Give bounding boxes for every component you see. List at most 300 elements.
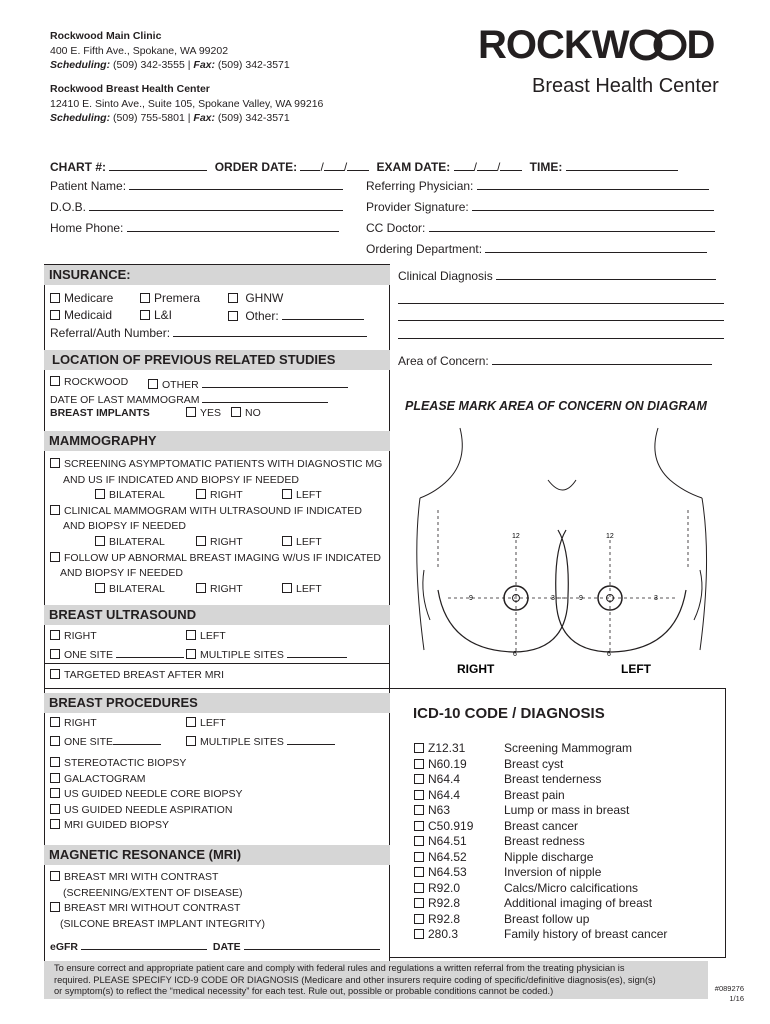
clinic-main-sched-label: Scheduling:	[50, 59, 111, 71]
clinic-main-sched: (509) 342-3555	[113, 59, 185, 71]
bilateral-option[interactable]	[95, 535, 165, 551]
diagnosis-line[interactable]	[398, 338, 724, 339]
clock-number: 12	[606, 533, 614, 540]
proc-left-option[interactable]	[186, 717, 226, 729]
proc-multiple-option[interactable]	[186, 733, 335, 748]
checkbox[interactable]	[50, 788, 60, 798]
checkbox[interactable]	[414, 790, 424, 800]
mammo-sides-1	[50, 488, 382, 504]
icd-code: N64.52	[428, 849, 467, 864]
proc-right-label: RIGHT	[64, 717, 97, 729]
us-left-label: LEFT	[200, 630, 226, 642]
checkbox[interactable]	[50, 871, 60, 881]
clock-number: 9	[579, 595, 583, 602]
checkbox[interactable]	[414, 821, 424, 831]
chart-field[interactable]	[109, 159, 207, 171]
us-right-label: RIGHT	[64, 630, 97, 642]
checkbox[interactable]	[414, 867, 424, 877]
clock-number: 9	[469, 595, 473, 602]
us-targeted-label: TARGETED BREAST AFTER MRI	[64, 669, 225, 681]
clinical-diagnosis-field[interactable]	[496, 268, 716, 280]
rockwood-option[interactable]	[50, 376, 128, 388]
ordering-dept-row	[366, 241, 707, 256]
icd-row[interactable]	[414, 803, 714, 819]
footer-line: To ensure correct and appropriate patient care and comply with federal rules and regulations a written referral from the treating physician is	[54, 963, 625, 973]
previous-other-label: OTHER	[162, 379, 199, 391]
bilateral-option[interactable]	[95, 582, 165, 598]
patient-name-label: Patient Name:	[50, 179, 127, 193]
icd-code: N64.51	[428, 834, 467, 848]
icd-description: Breast cancer	[504, 818, 579, 833]
body-outline-left	[417, 498, 424, 650]
us-left-option[interactable]	[186, 630, 226, 642]
order-date-mm[interactable]	[300, 159, 320, 171]
us-multiple-option[interactable]	[186, 646, 347, 661]
left-arm-line	[694, 570, 702, 620]
checkbox[interactable]	[95, 489, 105, 499]
order-date-dd[interactable]	[324, 159, 344, 171]
procedure-label: MRI GUIDED BIOPSY	[64, 819, 170, 832]
right-option[interactable]	[196, 488, 243, 504]
left-option[interactable]	[282, 535, 322, 551]
checkbox[interactable]	[414, 929, 424, 939]
clinic-breast-fax: (509) 342-3571	[217, 112, 290, 124]
us-one-site-field[interactable]	[116, 646, 184, 658]
previous-row-1	[50, 376, 199, 391]
icd-description: Breast pain	[504, 787, 565, 802]
area-label: Area of Concern:	[398, 354, 489, 368]
icd-row[interactable]	[414, 757, 714, 773]
checkbox[interactable]	[414, 836, 424, 846]
insurance-header: INSURANCE:	[44, 265, 390, 285]
referring-field[interactable]	[477, 178, 709, 190]
checkbox[interactable]	[50, 630, 60, 640]
previous-other-option[interactable]	[148, 376, 348, 391]
implants-row	[50, 407, 261, 419]
clock-number: 3	[551, 595, 555, 602]
yes-label: YES	[200, 407, 222, 419]
procedure-label: US GUIDED NEEDLE CORE BIOPSY	[64, 788, 243, 801]
mammo-option-2[interactable]	[50, 504, 382, 520]
implants-no-option[interactable]	[231, 407, 261, 419]
bilateral-label: BILATERAL	[109, 582, 165, 595]
checkbox[interactable]	[414, 759, 424, 769]
icd-description: Lump or mass in breast	[504, 803, 630, 817]
mri-option-1-label: BREAST MRI WITH CONTRAST	[64, 871, 219, 883]
checkbox[interactable]	[50, 736, 60, 746]
right-shoulder-line	[655, 428, 702, 498]
left-label: LEFT	[296, 489, 322, 502]
divider	[44, 688, 390, 689]
previous-other-field[interactable]	[202, 376, 348, 388]
right-label: RIGHT	[210, 535, 243, 548]
bilateral-label: BILATERAL	[109, 489, 165, 502]
left-breast-outline	[556, 530, 686, 652]
mri-options	[50, 870, 265, 932]
diagnosis-line[interactable]	[398, 303, 724, 304]
form-number: #089276	[714, 984, 744, 993]
icd-description: Calcs/Micro calcifications	[504, 880, 639, 895]
patient-name-row	[50, 178, 343, 193]
checkbox[interactable]	[50, 804, 60, 814]
diagnosis-line[interactable]	[398, 320, 724, 321]
left-option[interactable]	[282, 582, 322, 598]
ghnw-option[interactable]	[228, 291, 283, 305]
cc-doctor-label: CC Doctor:	[366, 221, 426, 235]
icd-description: Breast tenderness	[504, 772, 602, 786]
mri-option-1[interactable]	[50, 870, 265, 886]
checkbox[interactable]	[50, 310, 60, 320]
proc-multiple-label: MULTIPLE SITES	[200, 736, 284, 748]
icd-row[interactable]	[414, 896, 714, 912]
right-label: RIGHT	[210, 582, 243, 595]
sternum-line	[548, 480, 576, 490]
premera-label: Premera	[154, 291, 201, 305]
icd-header: ICD-10 CODE / DIAGNOSIS	[413, 705, 605, 722]
exam-date-label: EXAM DATE:	[376, 160, 451, 174]
icd-row[interactable]	[414, 865, 714, 881]
breast-diagram[interactable]	[408, 420, 718, 682]
checkbox[interactable]	[95, 536, 105, 546]
checkbox[interactable]	[50, 717, 60, 727]
implants-label: BREAST IMPLANTS	[50, 407, 150, 419]
implants-yes-option[interactable]	[186, 407, 221, 419]
exam-date-dd[interactable]	[477, 159, 497, 171]
exam-date-mm[interactable]	[454, 159, 474, 171]
procedure-item[interactable]	[50, 787, 243, 803]
icd-description: Additional imaging of breast	[504, 896, 653, 910]
clinic-main-fax-label: Fax:	[193, 59, 215, 71]
egfr-label: eGFR	[50, 941, 79, 953]
icd-description: Breast cyst	[504, 756, 564, 771]
icd-code: R92.0	[428, 880, 461, 895]
mammo-option-2-cont: AND BIOPSY IF NEEDED	[63, 520, 186, 533]
us-right-option[interactable]	[50, 630, 97, 642]
mri-date-field[interactable]	[244, 938, 380, 950]
procedure-item[interactable]	[50, 818, 243, 834]
clock-number: 6	[607, 651, 611, 658]
proc-one-site-field[interactable]	[113, 733, 161, 745]
bilateral-option[interactable]	[95, 488, 165, 504]
exam-date-yy[interactable]	[500, 159, 522, 171]
checkbox[interactable]	[414, 898, 424, 908]
procedure-label: STEREOTACTIC BIOPSY	[64, 757, 187, 769]
clinic-breast-sched: (509) 755-5801	[113, 112, 185, 124]
checkbox[interactable]	[186, 407, 196, 417]
order-date-label: ORDER DATE:	[214, 160, 298, 174]
ordering-dept-field[interactable]	[485, 241, 707, 253]
icd-description: Nipple discharge	[504, 849, 594, 864]
icd-code: R92.8	[428, 896, 461, 910]
checkbox[interactable]	[231, 407, 241, 417]
us-multiple-field[interactable]	[287, 646, 347, 658]
logo-text-left: ROCKW	[478, 23, 629, 67]
checkbox[interactable]	[186, 630, 196, 640]
checkbox[interactable]	[282, 489, 292, 499]
clinical-diagnosis-row	[398, 268, 716, 283]
procedure-item[interactable]	[50, 772, 243, 788]
checkbox[interactable]	[186, 717, 196, 727]
footer-line: required. PLEASE SPECIFY ICD-9 CODE OR DIAGNOSIS (Medicare and other insurers require coding of specific/definitive diagnosis(es), sign(s)	[54, 974, 656, 985]
checkbox[interactable]	[196, 536, 206, 546]
procedure-item[interactable]	[50, 803, 243, 819]
procedure-item[interactable]	[50, 756, 243, 772]
mammo-option-1-label: SCREENING ASYMPTOMATIC PATIENTS WITH DIAGNOSTIC MG	[64, 458, 383, 470]
clock-number: 12	[512, 533, 520, 540]
insurance-row-2	[50, 308, 279, 323]
procedure-list	[50, 756, 243, 834]
referring-label: Referring Physician:	[366, 179, 474, 193]
right-arm-line	[423, 570, 430, 620]
checkbox[interactable]	[50, 902, 60, 912]
checkbox[interactable]	[50, 552, 60, 562]
icd-code: N64.4	[428, 787, 461, 802]
li-label: L&I	[154, 308, 173, 322]
logo-subtitle: Breast Health Center	[532, 75, 719, 97]
referral-label: Referral/Auth Number:	[50, 326, 171, 340]
mammo-sides-2	[50, 535, 382, 551]
proc-left-label: LEFT	[200, 717, 226, 729]
clinic-breast-fax-label: Fax:	[193, 112, 215, 124]
divider	[44, 663, 390, 664]
left-label: LEFT	[296, 582, 322, 595]
dob-label: D.O.B.	[50, 200, 87, 214]
mammo-sides-3	[50, 582, 382, 598]
checkbox[interactable]	[95, 583, 105, 593]
referral-field[interactable]	[173, 325, 367, 337]
referral-row	[50, 325, 367, 340]
ultrasound-row-2	[50, 646, 284, 661]
ultrasound-row-1	[50, 630, 226, 642]
mammo-option-3-cont: AND BIOPSY IF NEEDED	[60, 567, 183, 580]
home-phone-label: Home Phone:	[50, 221, 124, 235]
icd-description: Family history of breast cancer	[504, 927, 668, 941]
ultrasound-header: BREAST ULTRASOUND	[44, 605, 390, 625]
mammo-option-2-label: CLINICAL MAMMOGRAM WITH ULTRASOUND IF INDICATED	[64, 504, 362, 517]
slash: /	[473, 160, 477, 174]
form-number-block	[710, 984, 744, 1004]
referring-row	[366, 178, 709, 193]
last-mammo-field[interactable]	[202, 391, 328, 403]
separator: |	[187, 112, 191, 124]
ghnw-label: GHNW	[245, 291, 284, 305]
checkbox[interactable]	[50, 669, 60, 679]
left-option[interactable]	[282, 488, 322, 504]
right-option[interactable]	[196, 582, 243, 598]
left-label: LEFT	[296, 535, 322, 548]
proc-one-site-option[interactable]	[50, 736, 161, 748]
icd-description: Inversion of nipple	[504, 865, 602, 879]
checkbox[interactable]	[282, 583, 292, 593]
ultrasound-targeted-row[interactable]	[50, 669, 224, 681]
provider-sig-label: Provider Signature:	[366, 200, 469, 214]
left-shoulder-line	[420, 428, 462, 498]
clinic-breast-name: Rockwood Breast Health Center	[50, 83, 210, 95]
mammography-header: MAMMOGRAPHY	[44, 431, 390, 451]
mri-option-2-cont: (SILCONE BREAST IMPLANT INTEGRITY)	[60, 917, 265, 930]
clinical-diagnosis-label: Clinical Diagnosis	[398, 269, 493, 283]
cc-doctor-row	[366, 220, 715, 235]
icd-list	[414, 741, 714, 943]
icd-row[interactable]	[414, 912, 714, 928]
procedures-row-1	[50, 717, 226, 729]
procedure-label: GALACTOGRAM	[64, 772, 146, 785]
checkbox[interactable]	[50, 773, 60, 783]
li-option[interactable]	[140, 308, 172, 322]
patient-name-field[interactable]	[129, 178, 343, 190]
checkbox[interactable]	[186, 736, 196, 746]
egfr-row	[50, 938, 380, 953]
medicare-option[interactable]	[50, 291, 113, 305]
checkbox[interactable]	[414, 852, 424, 862]
diagram-right-label: RIGHT	[457, 662, 495, 676]
form-revision: 1/16	[729, 994, 744, 1003]
area-field[interactable]	[492, 353, 712, 365]
bilateral-label: BILATERAL	[109, 535, 165, 548]
icd-row[interactable]	[414, 881, 714, 897]
clinic-main-fax: (509) 342-3571	[217, 59, 290, 71]
icd-description: Breast follow up	[504, 911, 590, 926]
no-label: NO	[245, 407, 261, 419]
dob-field[interactable]	[89, 199, 343, 211]
procedure-label: US GUIDED NEEDLE ASPIRATION	[64, 803, 233, 816]
time-field[interactable]	[566, 159, 678, 171]
insurance-row-1	[50, 291, 284, 305]
egfr-field[interactable]	[81, 938, 207, 950]
icd-code: 280.3	[428, 927, 459, 941]
date-label: DATE	[212, 941, 241, 953]
icd-row[interactable]	[414, 927, 714, 943]
clinic-main-name: Rockwood Main Clinic	[50, 30, 162, 42]
icd-row[interactable]	[414, 741, 714, 757]
other-insurance-field[interactable]	[282, 308, 364, 320]
procedures-row-2	[50, 733, 284, 748]
mammo-option-1[interactable]	[50, 457, 382, 473]
checkbox[interactable]	[140, 293, 150, 303]
checkbox[interactable]	[228, 311, 238, 321]
checkbox[interactable]	[414, 883, 424, 893]
slash: /	[496, 160, 501, 174]
icd-row[interactable]	[414, 834, 714, 850]
checkbox[interactable]	[50, 293, 60, 303]
home-phone-row	[50, 220, 339, 235]
mri-option-2[interactable]	[50, 901, 265, 917]
last-mammo-row	[50, 391, 328, 406]
area-row	[398, 353, 712, 368]
clinic-breast-address: 12410 E. Sinto Ave., Suite 105, Spokane Valley, WA 99216	[50, 97, 324, 110]
mammography-options	[50, 457, 382, 597]
time-label: TIME:	[529, 160, 563, 174]
icd-row[interactable]	[414, 788, 714, 804]
right-option[interactable]	[196, 535, 243, 551]
checkbox[interactable]	[414, 805, 424, 815]
checkbox[interactable]	[50, 649, 60, 659]
other-option[interactable]	[228, 308, 364, 323]
right-label: RIGHT	[210, 489, 243, 502]
icd-row[interactable]	[414, 772, 714, 788]
mammo-option-3[interactable]	[50, 551, 382, 567]
icd-row[interactable]	[414, 819, 714, 835]
previous-studies-header: LOCATION OF PREVIOUS RELATED STUDIES	[44, 350, 390, 370]
cc-doctor-field[interactable]	[429, 220, 715, 232]
checkbox[interactable]	[196, 583, 206, 593]
us-one-site-label: ONE SITE	[64, 649, 114, 661]
clinic-main	[50, 29, 290, 73]
logo-text-right: D	[686, 23, 715, 67]
slash: /	[320, 160, 324, 174]
clock-number: 3	[654, 595, 658, 602]
provider-sig-field[interactable]	[472, 199, 714, 211]
last-mammo-label: DATE OF LAST MAMMOGRAM	[50, 394, 200, 406]
order-date-yy[interactable]	[347, 159, 369, 171]
checkbox[interactable]	[50, 458, 60, 468]
medicaid-option[interactable]	[50, 308, 112, 322]
mark-area-instruction: PLEASE MARK AREA OF CONCERN ON DIAGRAM	[405, 399, 707, 413]
checkbox[interactable]	[414, 774, 424, 784]
footer-line: or symptom(s) to reflect the “medical necessity” for each test. Rule out, possible or probable conditions cannot be coded.)	[54, 986, 554, 996]
mammo-option-3-label: FOLLOW UP ABNORMAL BREAST IMAGING W/US IF INDICATED	[64, 551, 381, 564]
right-breast-outline	[438, 530, 568, 652]
icd-code: N64.4	[428, 772, 461, 786]
clinic-breast-sched-label: Scheduling:	[50, 112, 111, 124]
checkbox[interactable]	[50, 376, 60, 386]
icd-code: C50.919	[428, 818, 474, 833]
checkbox[interactable]	[414, 914, 424, 924]
checkbox[interactable]	[414, 743, 424, 753]
home-phone-field[interactable]	[127, 220, 339, 232]
proc-one-site-label: ONE SITE	[64, 736, 114, 748]
checkbox[interactable]	[148, 379, 158, 389]
checkbox[interactable]	[50, 757, 60, 767]
checkbox[interactable]	[196, 489, 206, 499]
checkbox[interactable]	[186, 649, 196, 659]
us-multiple-label: MULTIPLE SITES	[200, 649, 284, 661]
checkbox[interactable]	[50, 505, 60, 515]
footer-notice	[44, 961, 708, 999]
rockwood-label: ROCKWOOD	[64, 376, 129, 388]
other-label: Other:	[245, 309, 279, 323]
clinic-main-address: 400 E. Fifth Ave., Spokane, WA 99202	[50, 44, 229, 57]
us-one-site-option[interactable]	[50, 649, 184, 661]
checkbox[interactable]	[50, 819, 60, 829]
chart-label: CHART #:	[50, 160, 106, 174]
icd-row[interactable]	[414, 850, 714, 866]
separator: |	[187, 59, 191, 71]
mri-option-2-label: BREAST MRI WITHOUT CONTRAST	[64, 902, 241, 915]
slash: /	[343, 160, 348, 174]
checkbox[interactable]	[282, 536, 292, 546]
procedures-header: BREAST PROCEDURES	[44, 693, 390, 713]
mri-option-1-cont: (SCREENING/EXTENT OF DISEASE)	[63, 886, 243, 899]
checkbox[interactable]	[140, 310, 150, 320]
provider-sig-row	[366, 199, 714, 214]
icd-description: Breast redness	[504, 834, 585, 848]
proc-right-option[interactable]	[50, 717, 97, 729]
chart-row	[50, 159, 678, 174]
icd-code: N64.53	[428, 865, 467, 879]
double-o-logo-icon	[629, 29, 687, 61]
mammo-option-1-cont: AND US IF INDICATED AND BIOPSY IF NEEDED	[63, 473, 299, 486]
checkbox[interactable]	[228, 293, 238, 303]
premera-option[interactable]	[140, 291, 200, 305]
mri-header: MAGNETIC RESONANCE (MRI)	[44, 845, 390, 865]
clinic-breast	[50, 82, 323, 126]
icd-code: N60.19	[428, 756, 467, 771]
icd-code: R92.8	[428, 911, 461, 926]
icd-code: Z12.31	[428, 741, 466, 755]
dob-row	[50, 199, 343, 214]
proc-multiple-field[interactable]	[287, 733, 335, 745]
